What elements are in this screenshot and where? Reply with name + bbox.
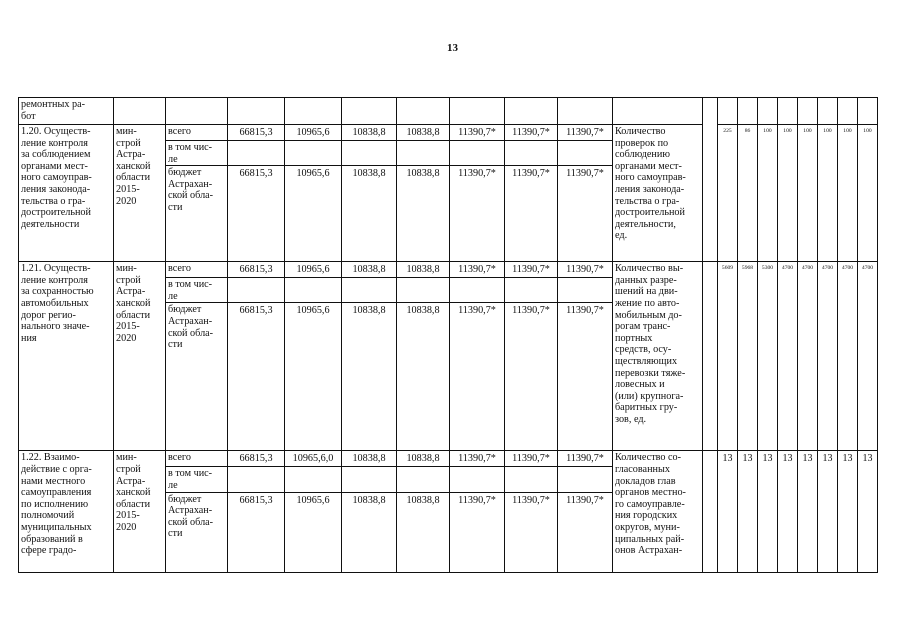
indicator-value: 100 [818, 125, 838, 262]
table-row: 1.20. Осуществ- ление контроля за соблюдением органами мест- ного самоуправ- ления законода- тельства о гра- достроительной деятельности мин- строй Астра- ханской области 2015- 2020 всего 66815,3 10965,6 10838,8 10838,8 11390,7* 11390,7* 11390,7* Количество проверок по соблюдению органами мест- ного самоуправ- ления законода- тельства о гра- достроительной деятельности, ед. 225 86 100 100 100 100 100 100 [19, 125, 878, 141]
executor-cell [114, 98, 166, 125]
source-label: бюджет Астрахан- ской обла- сти [166, 166, 228, 262]
indicator-value: 100 [778, 125, 798, 262]
executor-cell: мин- строй Астра- ханской области 2015- 2020 [114, 451, 166, 572]
indicator-value: 5968 [738, 262, 758, 451]
indicator-value: 5300 [758, 262, 778, 451]
table-row: бюджет Астрахан- ской обла- сти 66815,3 10965,6 10838,8 10838,8 11390,7* 11390,7* 11390,7* [19, 492, 878, 572]
indicator-value: 13 [718, 451, 738, 572]
indicator-value: 13 [858, 451, 878, 572]
indicator-value: 100 [838, 125, 858, 262]
executor-cell: мин- строй Астра- ханской области 2015- 2020 [114, 262, 166, 451]
table-row: бюджет Астрахан- ской обла- сти 66815,3 10965,6 10838,8 10838,8 11390,7* 11390,7* 11390,7* [19, 166, 878, 262]
table-row: бюджет Астрахан- ской обла- сти 66815,3 10965,6 10838,8 10838,8 11390,7* 11390,7* 11390,7* [19, 303, 878, 451]
indicator-value: 225 [718, 125, 738, 262]
indicator-value: 13 [818, 451, 838, 572]
continuation-row [19, 98, 878, 125]
page-number: 13 [447, 42, 458, 54]
indicator-cell [613, 98, 703, 125]
indicator-value: 4700 [778, 262, 798, 451]
event-cell: 1.20. Осуществ- ление контроля за соблюдением органами мест- ного самоуправ- ления законода- тельства о гра- достроительной деятельности [19, 125, 114, 262]
source-label: бюджет Астрахан- ской обла- сти [166, 303, 228, 451]
source-label: всего [166, 451, 228, 467]
source-label: бюджет Астрахан- ской обла- сти [166, 492, 228, 572]
indicator-value: 100 [758, 125, 778, 262]
indicator-value: 13 [798, 451, 818, 572]
indicator-value: 13 [758, 451, 778, 572]
indicator-value: 100 [858, 125, 878, 262]
indicator-value: 4700 [838, 262, 858, 451]
event-cell: 1.21. Осуществ- ление контроля за сохранностью автомобильных дорог регио- нального значе- ния [19, 262, 114, 451]
indicator-cell: Количество со- гласованных докладов глав органов местно- го самоуправле- ния городских округов, муни- ципальных рай- онов Астрахан- [613, 451, 703, 572]
indicator-value: 13 [738, 451, 758, 572]
indicator-value: 13 [778, 451, 798, 572]
program-table [18, 97, 878, 573]
indicator-value: 86 [738, 125, 758, 262]
indicator-value: 100 [798, 125, 818, 262]
event-cell: ремонтных ра- бот [19, 98, 114, 125]
indicator-value: 13 [838, 451, 858, 572]
source-cell [166, 98, 228, 125]
executor-cell: мин- строй Астра- ханской области 2015- 2020 [114, 125, 166, 262]
event-cell: 1.22. Взаимо- действие с орга- нами местного самоуправления по исполнению полномочий муниципальных образований в сфере градо- [19, 451, 114, 572]
indicator-value: 5609 [718, 262, 738, 451]
table-row: 1.21. Осуществ- ление контроля за сохранностью автомобильных дорог регио- нального значе- ния мин- строй Астра- ханской области 2015- 2020 всего 66815,3 10965,6 10838,8 10838,8 11390,7* 11390,7* 11390,7* Количество вы- данных разре- шений на дви- жение по авто- мобильным до- рогам транс- портных средств, осу- ществляющих перевозки тяже- ловесных и (или) крупнога- баритных гру- зов, ед. 5609 5968 5300 4700 4700 4700 4700 4700 [19, 262, 878, 278]
source-label: всего [166, 262, 228, 278]
indicator-cell: Количество проверок по соблюдению органами мест- ного самоуправ- ления законода- тельства о гра- достроительной деятельности, ед. [613, 125, 703, 262]
indicator-value: 4700 [858, 262, 878, 451]
source-label: в том чис- ле [166, 141, 228, 166]
source-label: всего [166, 125, 228, 141]
source-label: в том чис- ле [166, 467, 228, 492]
indicator-cell: Количество вы- данных разре- шений на дви- жение по авто- мобильным до- рогам транс- портных средств, осу- ществляющих перевозки тяже- ловесных и (или) крупнога- баритных гру- зов, ед. [613, 262, 703, 451]
indicator-value: 4700 [818, 262, 838, 451]
indicator-value: 4700 [798, 262, 818, 451]
source-label: в том чис- ле [166, 278, 228, 303]
table-row: 1.22. Взаимо- действие с орга- нами местного самоуправления по исполнению полномочий муниципальных образований в сфере градо- мин- строй Астра- ханской области 2015- 2020 всего 66815,3 10965,6,0 10838,8 10838,8 11390,7* 11390,7* 11390,7* Количество со- гласованных докладов глав органов местно- го самоуправле- ния городских округов, муни- ципальных рай- онов Астрахан- 13 13 13 13 13 13 13 13 [19, 451, 878, 467]
